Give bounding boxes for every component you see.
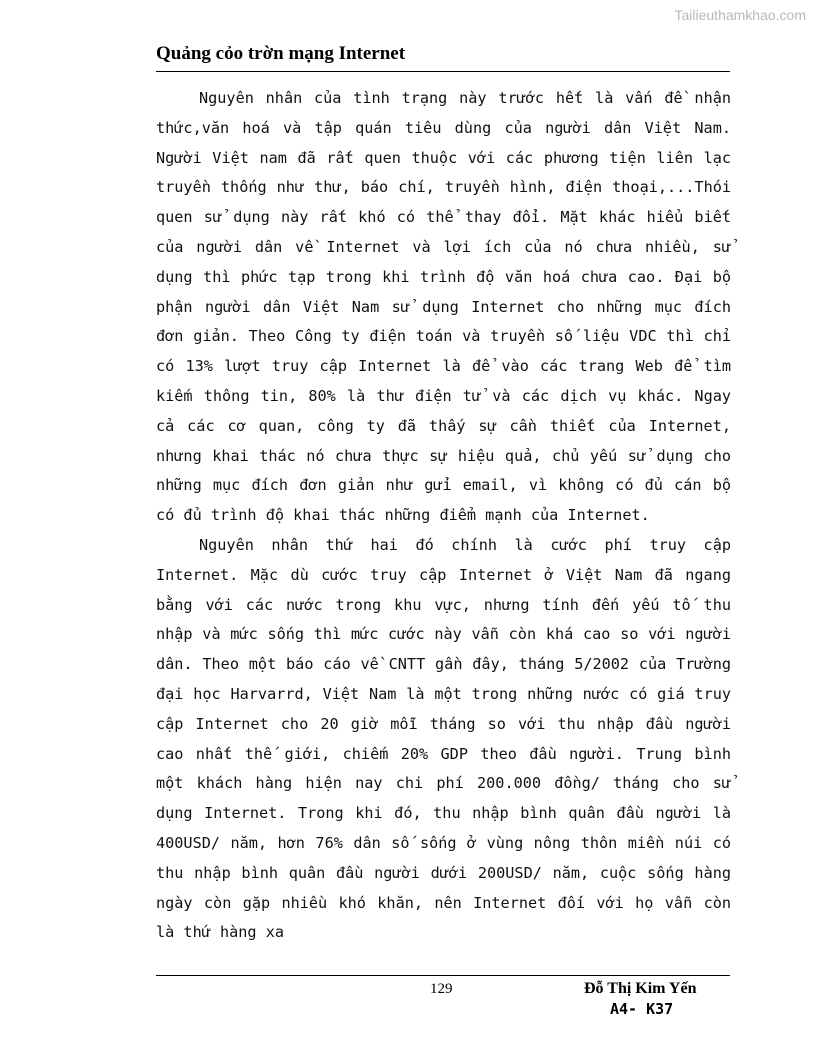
author-name: Đỗ Thị Kim Yến xyxy=(584,980,697,997)
document-body xyxy=(156,84,731,948)
paragraph-1: Nguyên nhân của tình trạng này trước hết là vấn đề nhận thức,văn hoá và tập quán tiêu dùng của người dân Việt Nam. Người Việt nam đã rất quen thuộc với các phương tiện liên lạc truyền thống như thư, báo chí, truyền hình, điện thoại,...Thói quen sử dụng này rất khó có thể thay đổi. Mặt khác hiểu biết của người dân về Internet và lợi ích của nó chưa nhiều, sử dụng thì phức tạp trong khi trình độ văn hoá chưa cao. Đại bộ phận người dân Việt Nam sử dụng Internet cho những mục đích đơn giản. Theo Công ty điện toán và truyền số liệu VDC thì chỉ có 13% lượt truy cập Internet là để vào các trang Web để tìm kiếm thông tin, 80% là thư điện tử và các dịch vụ khác. Ngay cả các cơ quan, công ty đã thấy sự cần thiết của Internet, nhưng khai thác nó chưa thực sự hiệu quả, chủ yếu sử dụng cho những mục đích đơn giản như gửi email, vì không có đủ cán bộ có đủ trình độ khai thác những điểm mạnh của Internet. xyxy=(156,89,731,525)
header-divider xyxy=(156,71,730,72)
footer-divider xyxy=(156,975,730,976)
page-number: 129 xyxy=(430,981,453,997)
watermark-text: Tailieuthamkhao.com xyxy=(674,7,806,23)
page-title: Quảng cỏo trờn mạng Internet xyxy=(156,43,406,64)
paragraph-2: Nguyên nhân thứ hai đó chính là cước phí truy cập Internet. Mặc dù cước truy cập Internet ở Việt Nam đã ngang bằng với các nước trong khu vực, nhưng tính đến yếu tố thu nhập và mức sống thì mức cước này vẫn còn khá cao so với người dân. Theo một báo cáo về CNTT gần đây, tháng 5/2002 của Trường đại học Harvarrd, Việt Nam là một trong những nước có giá truy cập Internet cho 20 giờ mỗi tháng so với thu nhập đầu người cao nhất thế giới, chiếm 20% GDP theo đầu người. Trung bình một khách hàng hiện nay chi phí 200.000 đồng/ tháng cho sử dụng Internet. Trong khi đó, thu nhập bình quân đầu người là 400USD/ năm, hơn 76% dân số sống ở vùng nông thôn miền núi có thu nhập bình quân đầu người dưới 200USD/ năm, cuộc sống hàng ngày còn gặp nhiều khó khăn, nên Internet đối với họ vẫn còn là thứ hàng xa xyxy=(156,535,731,942)
class-code: A4- K37 xyxy=(610,1000,674,1018)
